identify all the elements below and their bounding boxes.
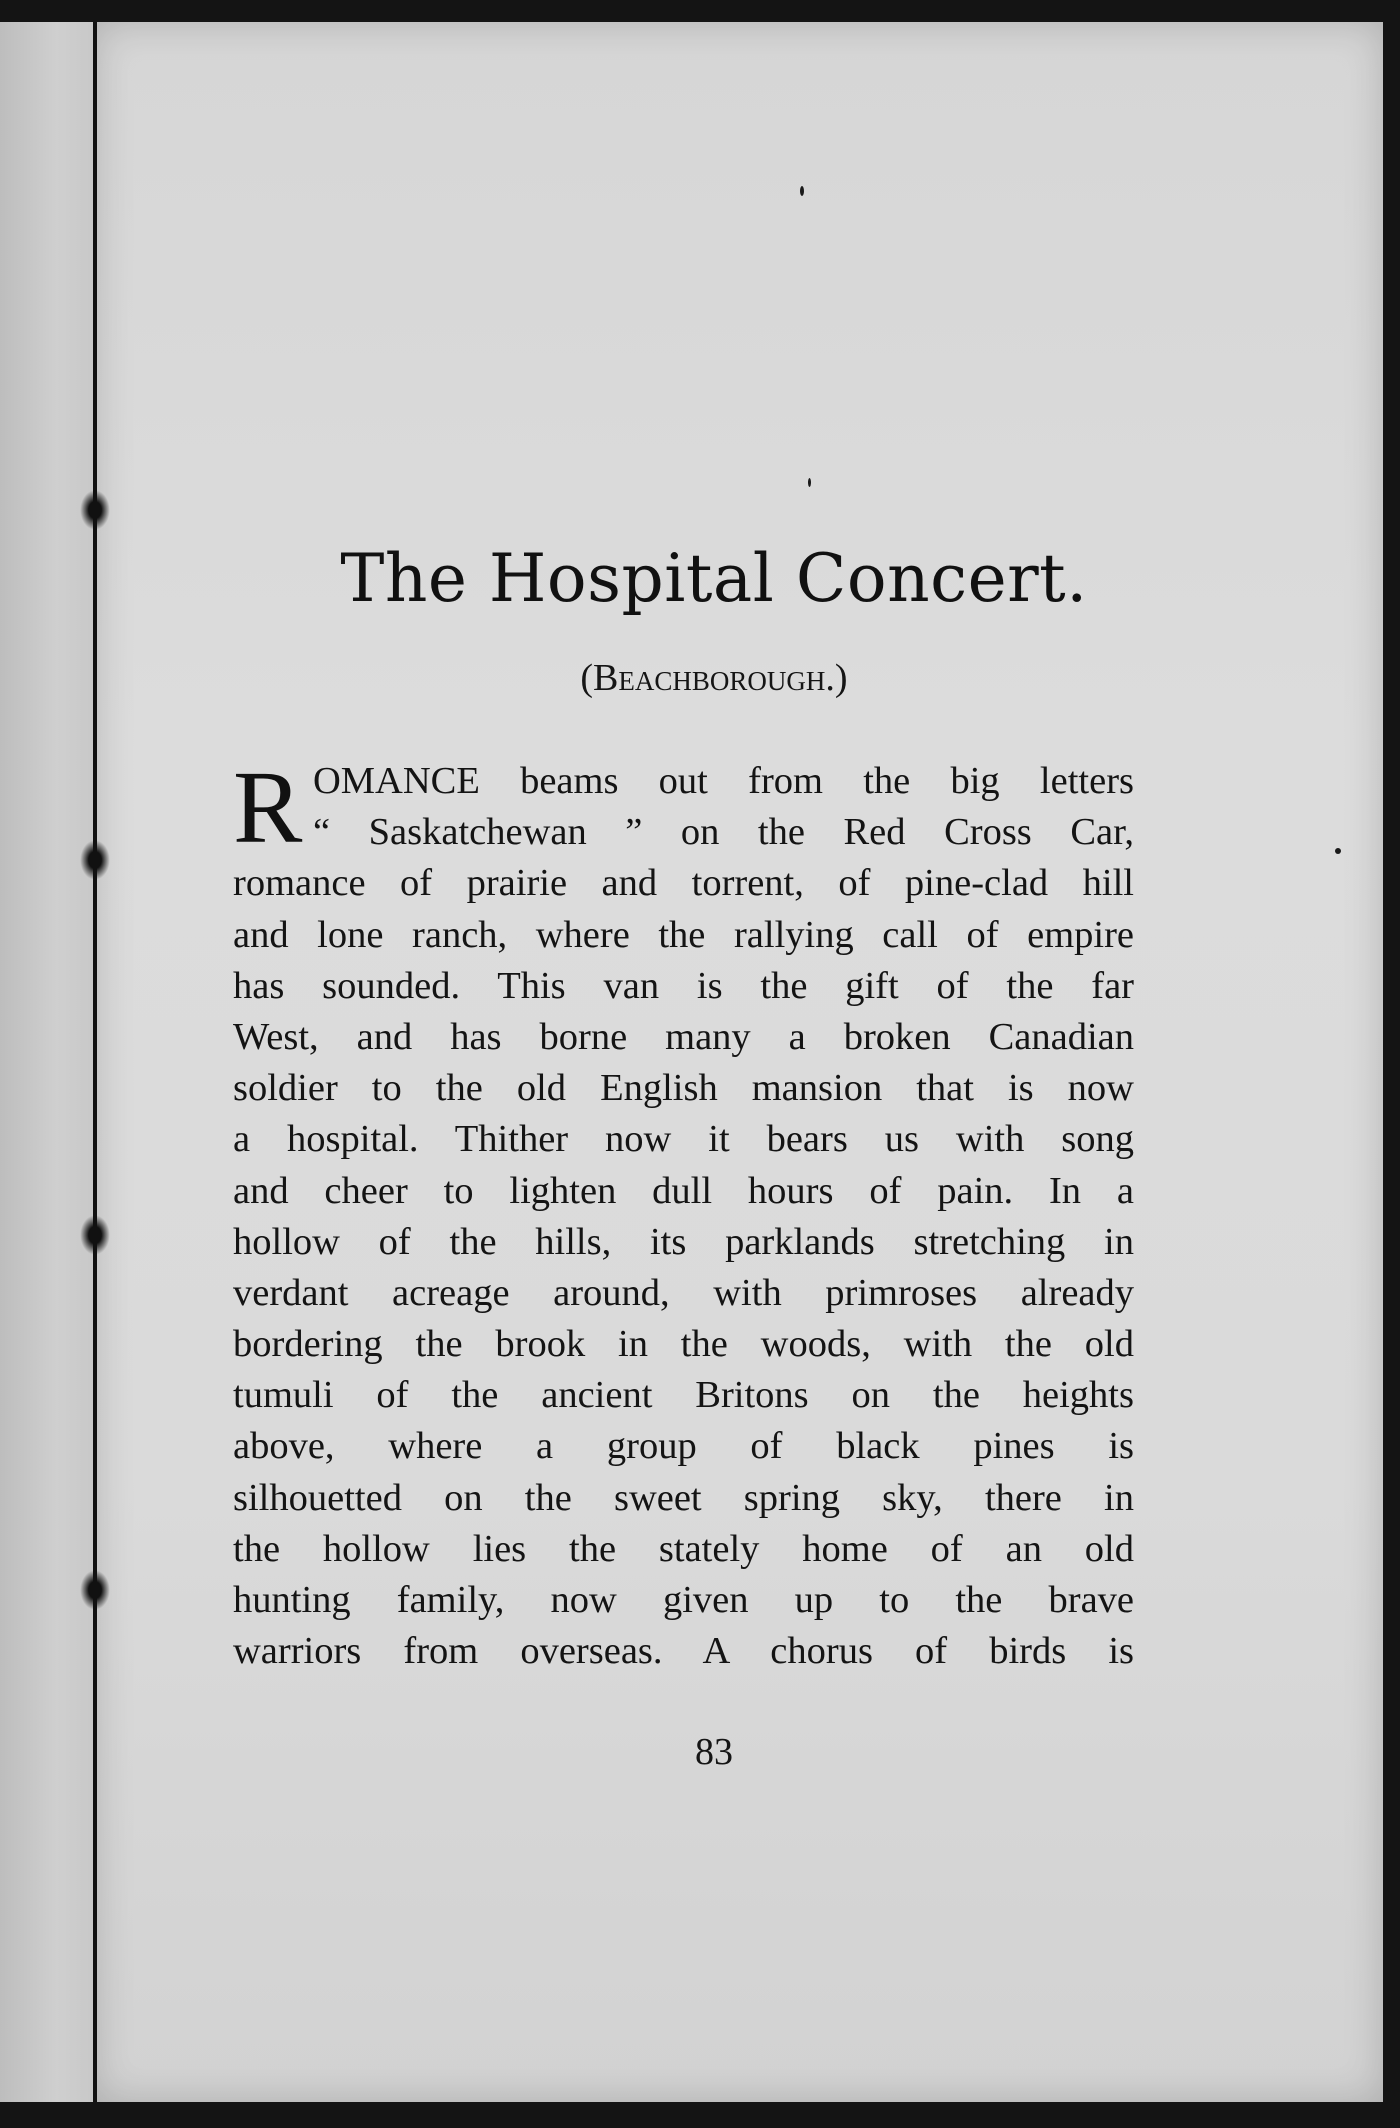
binding-stitch xyxy=(80,490,110,530)
paper-speck xyxy=(808,478,811,487)
text-line: a hospital. Thither now it bears us with song xyxy=(233,1118,1134,1161)
binding-stitch xyxy=(80,1570,110,1610)
drop-cap: R xyxy=(233,750,303,865)
text-line: OMANCE beams out from the big letters xyxy=(313,760,1134,802)
text-line: and cheer to lighten dull hours of pain. In a xyxy=(233,1169,1134,1212)
text-line: hollow of the hills, its parklands stretching in xyxy=(233,1220,1134,1263)
binding-stitch xyxy=(80,840,110,880)
text-line: silhouetted on the sweet spring sky, there in xyxy=(233,1476,1134,1519)
facing-page-edge xyxy=(0,22,95,2102)
text-line: warriors from overseas. A chorus of birds is xyxy=(233,1630,1134,1673)
page-number: 83 xyxy=(695,1731,733,1773)
text-line: West, and has borne many a broken Canadian xyxy=(233,1015,1134,1058)
text-line: soldier to the old English mansion that is now xyxy=(233,1067,1134,1110)
body-text xyxy=(233,750,1134,1677)
binding-stitch xyxy=(80,1215,110,1255)
text-line: romance of prairie and torrent, of pine-clad hill xyxy=(233,862,1134,905)
text-line: above, where a group of black pines is xyxy=(233,1425,1134,1468)
text-line: bordering the brook in the woods, with the old xyxy=(233,1323,1134,1366)
chapter-subtitle: (Beachborough.) xyxy=(580,657,848,699)
text-line: hunting family, now given up to the brave xyxy=(233,1579,1134,1621)
binding-gutter xyxy=(93,22,97,2102)
chapter-title: The Hospital Concert. xyxy=(340,540,1088,617)
paper-speck xyxy=(1335,848,1341,854)
text-line: “ Saskatchewan ” on the Red Cross Car, xyxy=(313,811,1134,854)
text-line: and lone ranch, where the rallying call of empire xyxy=(233,913,1134,956)
paper-speck xyxy=(800,186,804,196)
text-line: verdant acreage around, with primroses already xyxy=(233,1271,1134,1314)
text-line: tumuli of the ancient Britons on the heights xyxy=(233,1374,1134,1417)
text-line: has sounded. This van is the gift of the far xyxy=(233,964,1134,1007)
text-line: the hollow lies the stately home of an old xyxy=(233,1527,1134,1570)
